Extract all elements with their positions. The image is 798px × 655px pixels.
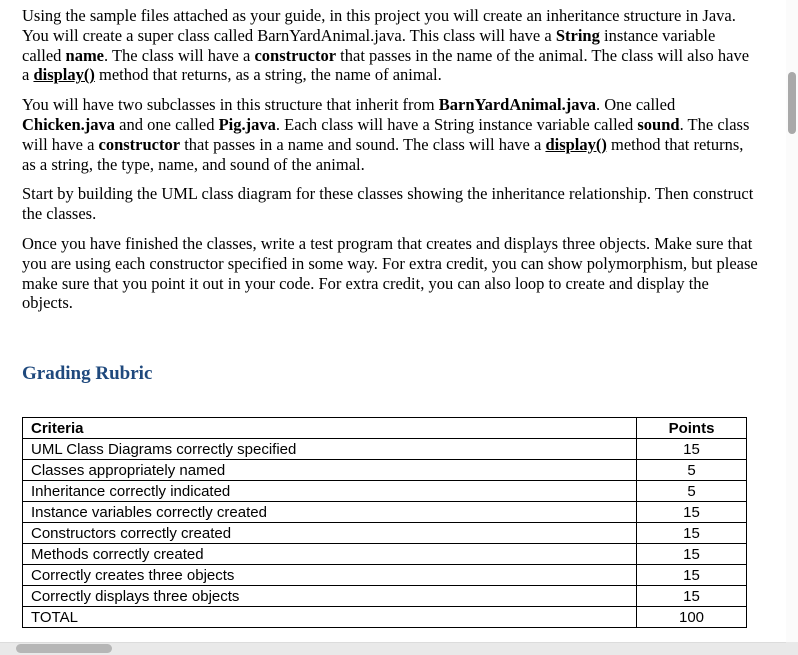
vertical-scrollbar-track[interactable] <box>786 0 798 642</box>
text-run: and one called <box>115 114 219 134</box>
document-body <box>22 6 758 313</box>
rubric-row <box>23 481 747 502</box>
text-run: Chicken.java <box>22 114 116 134</box>
section-heading-grading-rubric: Grading Rubric <box>22 363 153 385</box>
criteria-cell: Constructors correctly created <box>23 523 637 544</box>
criteria-cell: Instance variables correctly created <box>23 502 637 523</box>
points-cell: 5 <box>637 460 747 481</box>
rubric-row <box>23 544 747 565</box>
text-run: sound <box>637 114 680 134</box>
text-run: instance variable called <box>22 25 716 65</box>
rubric-row <box>23 607 747 628</box>
text-run: Pig.java <box>218 114 276 134</box>
points-cell: 15 <box>637 586 747 607</box>
rubric-row <box>23 565 747 586</box>
criteria-column-header: Criteria <box>23 418 637 439</box>
text-run: You will have two subclasses in this structure that inherit from <box>22 95 439 115</box>
grading-rubric-table <box>22 417 747 628</box>
criteria-cell: Correctly creates three objects <box>23 565 637 586</box>
criteria-cell: Classes appropriately named <box>23 460 637 481</box>
paragraph <box>22 234 758 313</box>
rubric-row <box>23 523 747 544</box>
paragraph <box>22 95 758 174</box>
text-run: Start by building the UML class diagram for these classes showing the inheritance relationship. Then construct the classes. <box>22 184 754 224</box>
text-run: . The class will have a <box>22 114 750 154</box>
points-column-header: Points <box>637 418 747 439</box>
criteria-cell: UML Class Diagrams correctly specified <box>23 439 637 460</box>
points-cell: 15 <box>637 565 747 586</box>
points-cell: 15 <box>637 544 747 565</box>
text-run: Once you have finished the classes, write a test program that creates and displays three objects. Make sure that you are using each constructor specified in some way. For extra credit, you can show polymorphism, but please make sure that you point it out in your code. For extra credit, you can also loop to create and display the objects. <box>22 233 758 313</box>
criteria-cell: Methods correctly created <box>23 544 637 565</box>
text-run: method that returns, as a string, the type, name, and sound of the animal. <box>22 134 744 174</box>
text-run: name <box>65 45 105 65</box>
points-cell: 5 <box>637 481 747 502</box>
text-run: Using the sample files attached as your guide, in this project you will create an inheritance structure in Java. You will create a super class called BarnYardAnimal.java. This class will have a <box>22 6 736 45</box>
criteria-cell: Inheritance correctly indicated <box>23 481 637 502</box>
text-run: constructor <box>254 45 337 65</box>
text-run: that passes in the name of the animal. The class will also have a <box>22 45 750 85</box>
points-cell: 15 <box>637 439 747 460</box>
rubric-row <box>23 460 747 481</box>
rubric-row <box>23 586 747 607</box>
paragraph <box>22 6 758 85</box>
rubric-header-row <box>23 418 747 439</box>
points-cell: 15 <box>637 502 747 523</box>
text-run: . The class will have a <box>104 45 255 65</box>
horizontal-scrollbar-thumb[interactable] <box>16 644 112 653</box>
rubric-row <box>23 502 747 523</box>
scrollbar-corner <box>786 642 798 655</box>
points-cell: 15 <box>637 523 747 544</box>
paragraph <box>22 184 758 224</box>
text-run: String <box>555 25 600 45</box>
text-run: display() <box>33 65 95 85</box>
text-run: BarnYardAnimal.java <box>438 95 596 115</box>
criteria-cell: Correctly displays three objects <box>23 586 637 607</box>
text-run: display() <box>545 134 607 154</box>
text-run: method that returns, as a string, the name of animal. <box>94 65 442 85</box>
text-run: constructor <box>98 134 181 154</box>
rubric-table-body <box>23 439 747 628</box>
vertical-scrollbar-thumb[interactable] <box>788 72 796 134</box>
text-run: . One called <box>595 95 676 115</box>
text-run: . Each class will have a String instance variable called <box>275 114 638 134</box>
horizontal-scrollbar-track[interactable] <box>0 642 798 655</box>
text-run: that passes in a name and sound. The class will have a <box>180 134 546 154</box>
criteria-cell: TOTAL <box>23 607 637 628</box>
rubric-row <box>23 439 747 460</box>
points-cell: 100 <box>637 607 747 628</box>
